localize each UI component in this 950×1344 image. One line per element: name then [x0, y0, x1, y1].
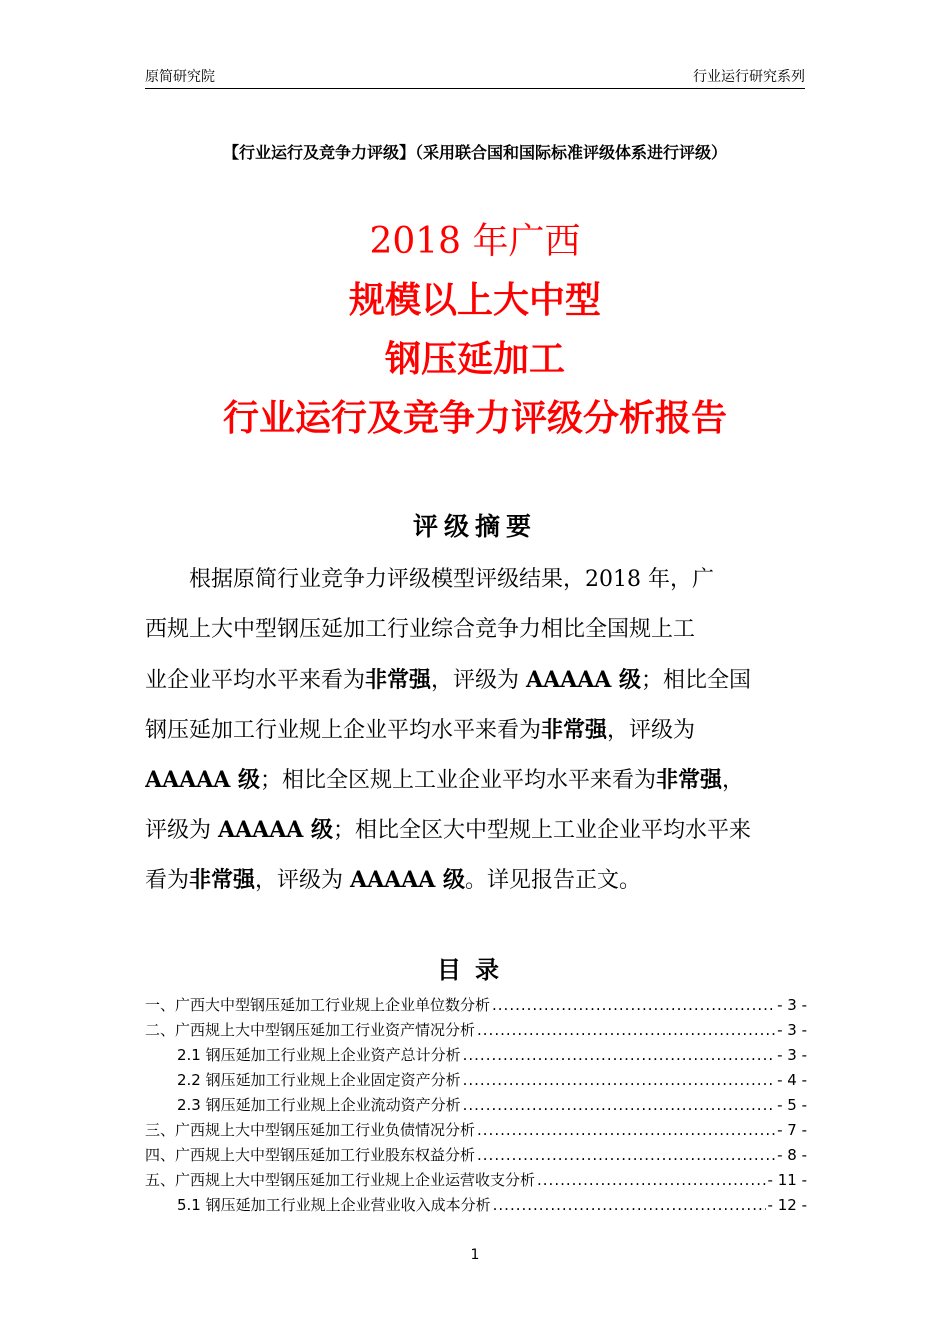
toc-heading: 目录 [437, 956, 513, 984]
toc-entry-title: 一、广西大中型钢压延加工行业规上企业单位数分析 [145, 996, 491, 1014]
rating-grade: AAAAA 级 [218, 817, 334, 843]
toc-entry-page: - 3 - [777, 996, 807, 1014]
title-line-1: 2018 年广西 [369, 221, 581, 262]
title-line-3: 钢压延加工 [384, 338, 565, 380]
toc-entry-page: - 7 - [777, 1121, 807, 1139]
toc-entry[interactable] [145, 1143, 807, 1168]
toc-entry[interactable] [145, 993, 807, 1018]
toc-subentry[interactable] [145, 1043, 807, 1068]
toc-entry[interactable] [145, 1118, 807, 1143]
rating-strength: 非常强 [541, 717, 608, 743]
toc-entry-title: 二、广西规上大中型钢压延加工行业资产情况分析 [145, 1021, 476, 1039]
summary-paragraph [145, 555, 807, 905]
toc-leader-dots [492, 993, 775, 1018]
summary-heading: 评级摘要 [412, 512, 537, 541]
toc-subentry[interactable] [145, 1193, 807, 1218]
toc-entry-page: - 11 - [767, 1171, 807, 1189]
summary-text: 评级为 [145, 818, 218, 843]
summary-line [145, 705, 807, 755]
summary-text: ；相比全区大中型规上工业企业平均水平来 [333, 818, 752, 843]
toc-entry-page: - 3 - [777, 1046, 807, 1064]
toc-leader-dots [477, 1143, 775, 1168]
toc-entry-page: - 8 - [777, 1146, 807, 1164]
summary-text: 根据原简行业竞争力评级模型评级结果，2018 年，广 [189, 567, 714, 592]
toc-leader-dots [493, 1193, 766, 1218]
rating-method-note: 【行业运行及竞争力评级】（采用联合国和国际标准评级体系进行评级） [222, 143, 727, 162]
toc-subentry[interactable] [145, 1093, 807, 1118]
summary-text: ；相比全区规上工业企业平均水平来看为 [260, 768, 657, 793]
toc-entry-title: 三、广西规上大中型钢压延加工行业负债情况分析 [145, 1121, 476, 1139]
toc-entry-title: 2.1 钢压延加工行业规上企业资产总计分析 [177, 1046, 461, 1064]
summary-text: 。详见报告正文。 [465, 868, 642, 893]
toc-entry-page: - 4 - [777, 1071, 807, 1089]
rating-grade: AAAAA 级 [145, 767, 261, 793]
toc-entry-page: - 3 - [777, 1021, 807, 1039]
toc-entry[interactable] [145, 1018, 807, 1043]
toc-leader-dots [537, 1168, 766, 1193]
toc-leader-dots [477, 1118, 775, 1143]
table-of-contents [145, 993, 807, 1218]
toc-leader-dots [477, 1018, 775, 1043]
rating-strength: 非常强 [365, 667, 432, 693]
toc-leader-dots [463, 1093, 775, 1118]
summary-line [145, 755, 807, 805]
toc-leader-dots [463, 1068, 775, 1093]
summary-line [145, 855, 807, 905]
toc-entry[interactable] [145, 1168, 807, 1193]
summary-line [145, 655, 807, 705]
summary-text: 钢压延加工行业规上企业平均水平来看为 [145, 718, 542, 743]
rating-grade: AAAAA 级 [350, 867, 466, 893]
rating-strength: 非常强 [656, 767, 723, 793]
summary-text: ， [722, 768, 745, 793]
summary-text: ，评级为 [607, 718, 696, 743]
toc-leader-dots [463, 1043, 775, 1068]
summary-line [145, 605, 807, 655]
summary-text: 看为 [145, 868, 190, 893]
page-header [145, 62, 805, 89]
toc-entry-title: 五、广西规上大中型钢压延加工行业规上企业运营收支分析 [145, 1171, 536, 1189]
toc-entry-page: - 5 - [777, 1096, 807, 1114]
title-line-4: 行业运行及竞争力评级分析报告 [222, 397, 727, 439]
toc-entry-title: 5.1 钢压延加工行业规上企业营业收入成本分析 [177, 1196, 491, 1214]
toc-entry-title: 2.2 钢压延加工行业规上企业固定资产分析 [177, 1071, 461, 1089]
title-line-2: 规模以上大中型 [348, 279, 601, 321]
rating-grade: AAAAA 级 [526, 667, 642, 693]
toc-subentry[interactable] [145, 1068, 807, 1093]
summary-text: ，评级为 [431, 668, 527, 693]
summary-text: 西规上大中型钢压延加工行业综合竞争力相比全国规上工 [145, 617, 696, 642]
summary-line [145, 805, 807, 855]
summary-text: 业企业平均水平来看为 [145, 668, 366, 693]
summary-line [145, 555, 807, 605]
toc-entry-title: 2.3 钢压延加工行业规上企业流动资产分析 [177, 1096, 461, 1114]
summary-text: ；相比全国 [641, 668, 752, 693]
summary-text: ，评级为 [255, 868, 351, 893]
header-org-name: 原简研究院 [145, 69, 215, 85]
toc-entry-page: - 12 - [767, 1196, 807, 1214]
report-title [0, 212, 950, 448]
rating-strength: 非常强 [189, 867, 256, 893]
header-series-name: 行业运行研究系列 [693, 69, 805, 85]
page-number: 1 [470, 1247, 480, 1263]
toc-entry-title: 四、广西规上大中型钢压延加工行业股东权益分析 [145, 1146, 476, 1164]
